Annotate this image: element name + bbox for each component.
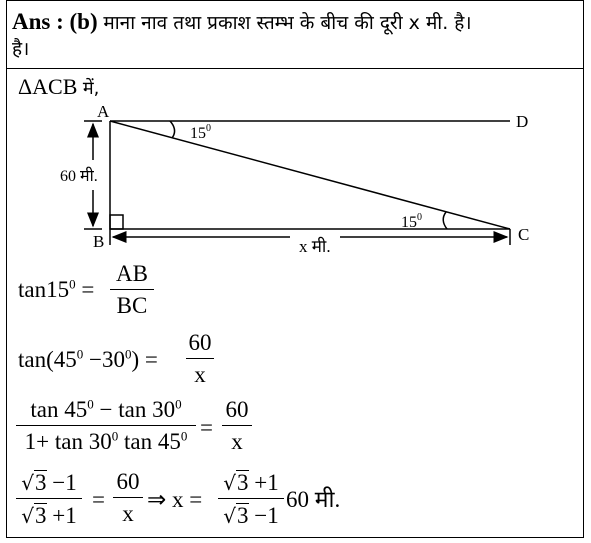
answer-text: माना नाव तथा प्रकाश स्तम्भ के बीच की दूरी x मी. है। [103, 12, 472, 34]
triangle-title [18, 76, 99, 98]
answer-continuation: है। [12, 38, 30, 60]
triangle-symbol: ΔACB [18, 74, 78, 99]
eq3-rhs-numerator: 60 [225, 397, 249, 422]
equation-1-fraction [110, 262, 154, 317]
label-b: B [93, 232, 105, 251]
label-angle-top: 15 [190, 125, 206, 142]
label-angle-bottom-degree: 0 [417, 212, 422, 223]
equation-1-lhs: $\tan 15^0$ = [18, 276, 95, 302]
label-d: D [516, 112, 529, 131]
equation-3-lhs-fraction [16, 398, 196, 453]
answer-option: (b) [69, 9, 98, 34]
equation-2-lhs: $\tan(45^0 -30^0)$ = [18, 346, 158, 372]
eq1-denominator: BC [116, 293, 148, 318]
label-c: C [518, 225, 530, 244]
label-height: 60 मी. [60, 168, 98, 185]
header-divider [6, 68, 584, 69]
label-base: x मी. [299, 237, 331, 256]
triangle-title-suffix: में, [82, 78, 100, 99]
equation-4-tail: 60 मी. [286, 487, 341, 512]
label-a: A [97, 102, 110, 121]
label-angle-bottom: 15 [401, 214, 417, 231]
equation-2-fraction [186, 331, 214, 386]
eq3-rhs-denominator: x [231, 429, 243, 454]
eq3-denominator: $1+ \tan 30^0$ $\tan 45^0$ [24, 428, 188, 454]
eq1-numerator: AB [116, 261, 148, 286]
eq2-denominator: x [194, 362, 206, 387]
equation-3-rhs-fraction [222, 398, 252, 453]
eq3-numerator: $\tan 45^0 - \tan 30^0$ [30, 396, 182, 422]
equation-4-fraction-a: √3 −1 √3 +1 [16, 470, 82, 527]
label-angle-top-degree: 0 [206, 123, 211, 134]
answer-statement [12, 10, 472, 33]
eq2-numerator: 60 [188, 330, 212, 355]
equation-4-fraction-b: 60 x [113, 470, 143, 525]
equation-3-equals: = [200, 415, 213, 440]
equation-4-fraction-c: √3 +1 √3 −1 [218, 470, 284, 527]
equation-4-implies: ⇒ x = [147, 487, 203, 512]
answer-prefix: Ans : [12, 9, 64, 34]
equation-4-equals-1: = [92, 487, 105, 512]
